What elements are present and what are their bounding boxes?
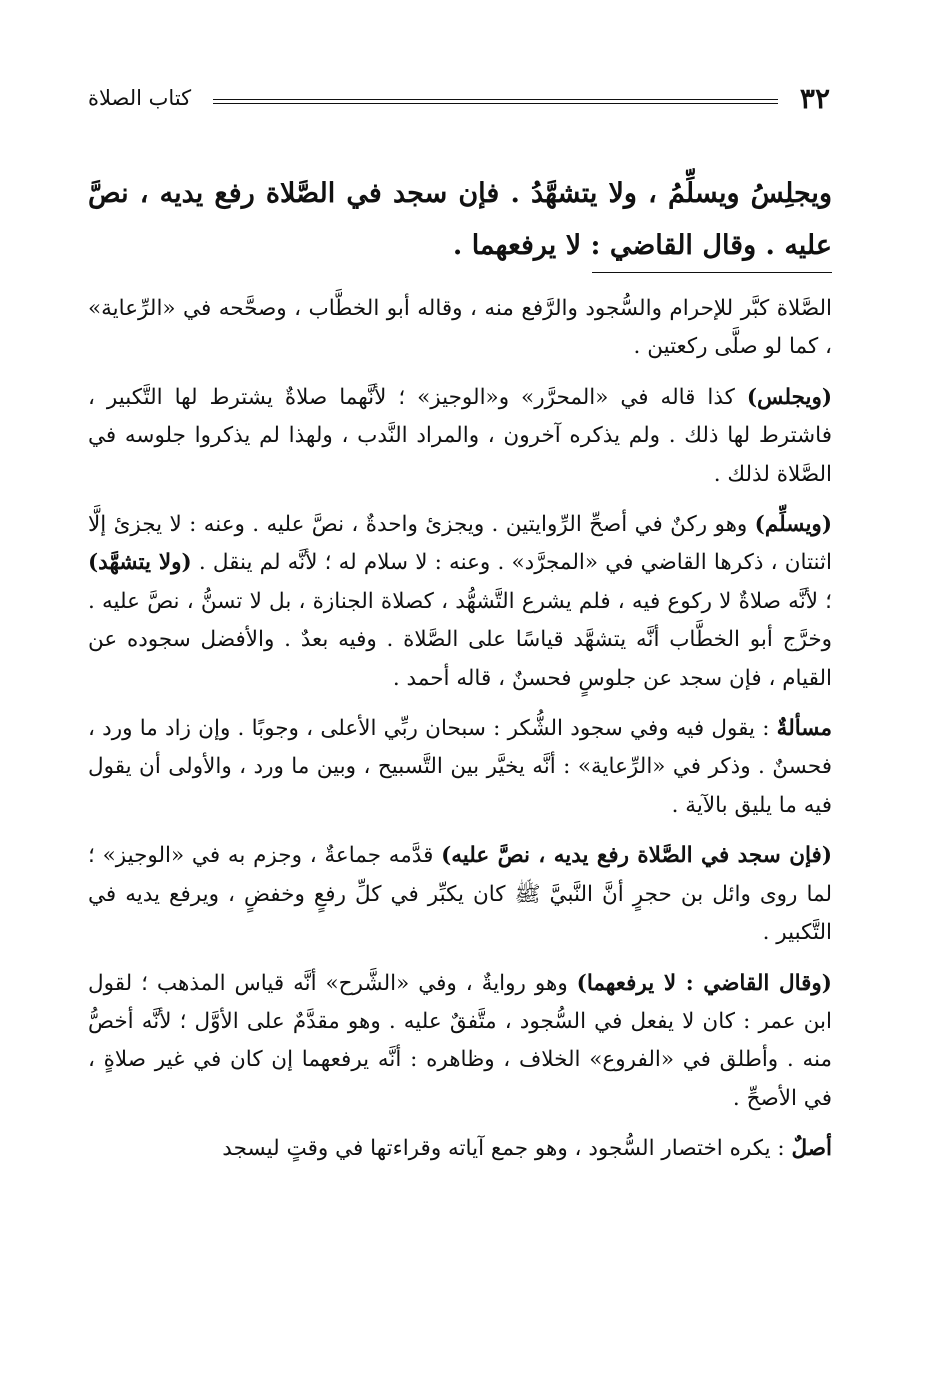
paragraph-text: وهو روايةٌ ، وفي «الشَّرح» أنَّه قياس المذهب ؛ لقول ابن عمر : كان لا يفعل في السُّجود ، متَّفقٌ عليه . وهو مقدَّمٌ على الأوَّل ؛ لأنَّه أخصُّ منه . وأطلق في «الفروع» الخلاف ، وظاهره : أنَّه يرفعهما إن كان في غير صلاةٍ ، في الأصحِّ . <box>88 970 832 1111</box>
paragraph-text: ؛ لأنَّه صلاةٌ لا ركوع فيه ، فلم يشرع التَّشهُّد ، كصلاة الجنازة ، بل لا تسنُّ ، نصَّ عليه . وخرَّج أبو الخطَّاب أنَّه يتشهَّد قياسًا على الصَّلاة . وفيه بعدٌ . والأفضل سجوده عن القيام ، فإن سجد عن جلوسٍ فحسنٌ ، قاله أحمد . <box>88 588 832 691</box>
footnote-separator-rule <box>592 272 832 273</box>
quoted-lemma: (ويجلس) <box>746 384 832 410</box>
commentary <box>88 290 832 1181</box>
paragraph-text: وهو ركنٌ في أصحِّ الرِّوايتين . ويجزئ واحدةٌ ، نصَّ عليه . وعنه : لا يجزئ إلَّا اثنتان ، ذكرها القاضي في «المجرَّد» . وعنه : لا سلام له ؛ لأنَّه لم ينقل . <box>88 512 832 576</box>
commentary-paragraph <box>88 837 832 952</box>
paragraph-text: كذا قاله في «المحرَّر» و«الوجيز» ؛ لأنَّهما صلاةٌ يشترط لها التَّكبير ، فاشترط لها ذلك . ولم يذكره آخرون ، والمراد النَّدب ، ولهذا لم يذكروا جلوسه في الصَّلاة لذلك . <box>88 384 832 487</box>
commentary-paragraph <box>88 379 832 494</box>
quoted-lemma: (ولا يتشهَّد) <box>88 550 192 576</box>
paragraph-text: : يقول فيه وفي سجود الشُّكر : سبحان ربِّي الأعلى ، وجوبًا . وإن زاد ما ورد ، فحسنٌ . وذكر في «الرِّعاية» : أنَّه يخيَّر بين التَّسبيح ، وبين ما ورد ، والأولى أن يقول فيه ما يليق بالآية . <box>88 716 832 818</box>
commentary-paragraph <box>88 1130 832 1168</box>
commentary-paragraph <box>88 965 832 1119</box>
quoted-lemma: (فإن سجد في الصَّلاة رفع يديه ، نصَّ عليه) <box>441 843 832 869</box>
quoted-lemma: (وقال القاضي : لا يرفعهما) <box>576 970 832 996</box>
running-title: كتاب الصلاة <box>88 86 192 110</box>
page-number: ٣٢ <box>799 81 830 115</box>
paragraph-text: : يكره اختصار السُّجود ، وهو جمع آياته وقراءتها في وقتٍ ليسجد <box>222 1136 792 1162</box>
section-heading-inline: مسألةٌ <box>776 716 832 742</box>
commentary-paragraph <box>88 506 832 698</box>
paragraph-text: قدَّمه جماعةٌ ، وجزم به في «الوجيز» ؛ لما روى وائل بن حجرٍ أنَّ النَّبيَّ ﷺ كان يكبِّر في كلِّ رفعٍ وخفضٍ ، ويرفع يديه في التَّكبير . <box>88 843 832 946</box>
commentary-paragraph <box>88 710 832 825</box>
header-rule <box>213 99 778 104</box>
commentary-paragraph <box>88 290 832 367</box>
paragraph-text: الصَّلاة كبَّر للإحرام والسُّجود والرَّفع منه ، وقاله أبو الخطَّاب ، وصحَّحه في «الرِّعاية» ، كما لو صلَّى ركعتين . <box>88 296 832 360</box>
page-header <box>88 78 830 118</box>
quoted-lemma: (ويسلِّم) <box>754 512 832 538</box>
main-text: ويجلِسُ ويسلِّمُ ، ولا يتشهَّدُ . فإن سجد في الصَّلاة رفع يديه ، نصَّ عليه . وقال القاضي : لا يرفعهما . <box>88 178 832 261</box>
section-heading-inline: أصلٌ <box>791 1136 832 1162</box>
